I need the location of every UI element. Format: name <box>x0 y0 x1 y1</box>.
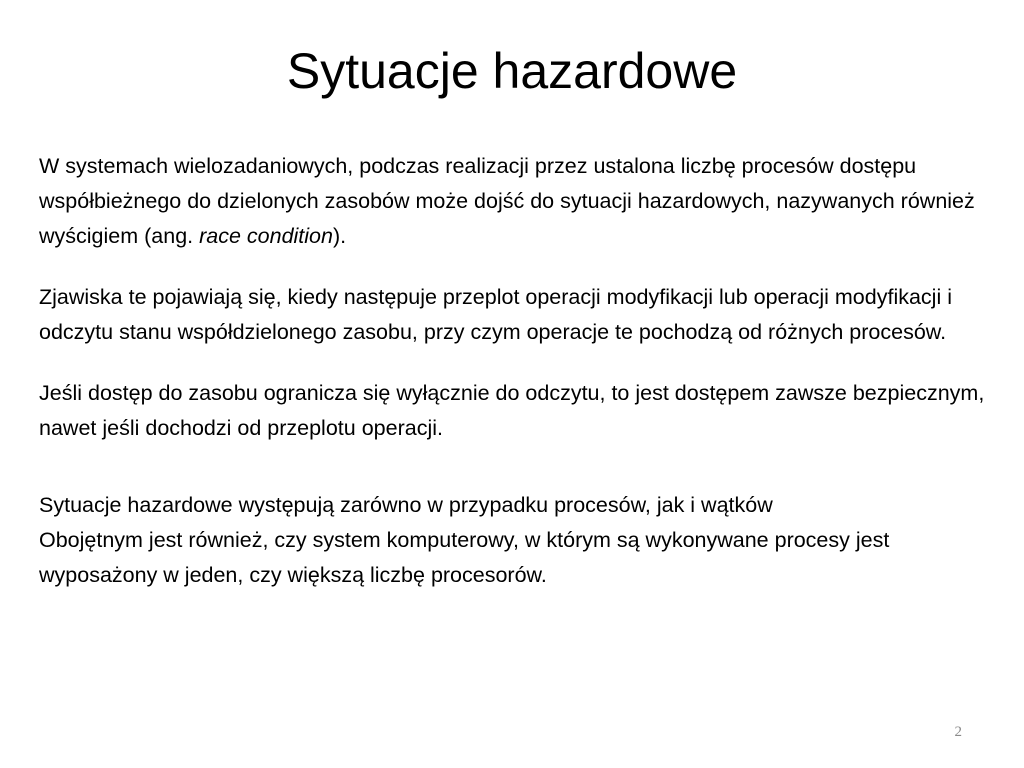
slide-body <box>39 149 989 619</box>
paragraph-text: ). <box>332 224 347 248</box>
paragraph-text: W systemach wielozadaniowych, podczas realizacji przez ustalona liczbę procesów dostępu współbieżnego do dzielonych zasobów może dojść do sytuacji hazardowych, nazywanych również wyścigiem (ang. <box>39 154 975 248</box>
paragraph-read-only: Jeśli dostęp do zasobu ogranicza się wyłącznie do odczytu, to jest dostępem zawsze bezpiecznym, nawet jeśli dochodzi od przeplotu operacji. <box>39 381 985 440</box>
paragraph-line: Sytuacje hazardowe występują zarówno w przypadku procesów, jak i wątków <box>39 493 773 517</box>
paragraph-line: Obojętnym jest również, czy system komputerowy, w którym są wykonywane procesy jest wyposażony w jeden, czy większą liczbę procesorów. <box>39 528 890 587</box>
italic-term: race condition <box>199 224 333 248</box>
slide-number: 2 <box>954 724 962 740</box>
slide-title: Sytuacje hazardowe <box>286 43 738 99</box>
paragraph-race-condition <box>39 149 989 254</box>
paragraph-interleaving: Zjawiska te pojawiają się, kiedy następuje przeplot operacji modyfikacji lub operacji modyfikacji i odczytu stanu współdzielonego zasobu, przy czym operacje te pochodzą od różnych procesów. <box>39 285 952 344</box>
paragraph-processes-threads <box>39 488 989 593</box>
